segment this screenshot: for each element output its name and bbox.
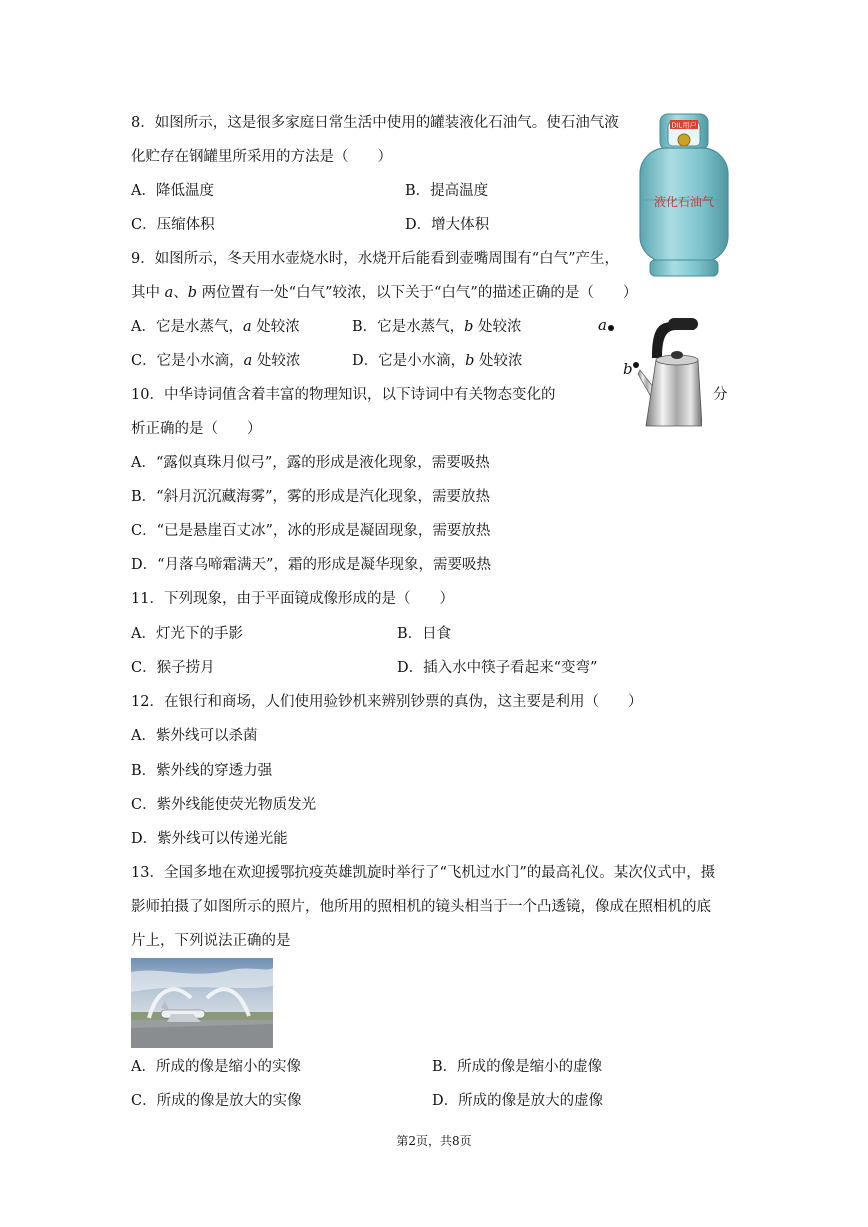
q13-stem-line2: 影师拍摄了如图所示的照片，他所用的照相机的镜头相当于一个凸透镜，像成在照相机的底 — [131, 899, 711, 915]
q13-option-b: B．所成的像是缩小的虚像 — [432, 1059, 603, 1075]
q9-line2-post: 两位置有一处“白气”较浓，以下关于“白气”的描述正确的是（ ） — [197, 285, 638, 301]
q9-line2-mid: 、 — [173, 285, 188, 301]
q10-option-d: D．“月落乌啼霜满天”，霜的形成是凝华现象，需要吸热 — [131, 557, 491, 573]
q10-option-b: B．“斜月沉沉藏海雾”，雾的形成是汽化现象，需要放热 — [131, 489, 490, 505]
q9-line2-pre: 其中 — [131, 285, 165, 301]
q9-option-d-var: b — [465, 353, 475, 369]
q9-option-d — [352, 351, 523, 371]
q10-option-c: C．“已是悬崖百丈冰”，冰的形成是凝固现象，需要放热 — [131, 523, 491, 539]
q8-stem-line2: 化贮存在钢罐里所采用的方法是（ ） — [131, 149, 392, 165]
q9-option-b-text: B．它是水蒸气， — [352, 319, 465, 335]
q10-stem-line1-tail: 分 — [713, 387, 728, 403]
q9-option-c-tail: 处较浓 — [252, 353, 301, 369]
q11-option-b: B．日食 — [397, 626, 452, 642]
q8-option-b: B．提高温度 — [405, 183, 489, 199]
q12-option-d: D．紫外线可以传递光能 — [131, 831, 288, 847]
q9-stem-line2 — [131, 283, 637, 303]
q10-stem-line1: 10．中华诗词值含着丰富的物理知识，以下诗词中有关物态变化的 — [131, 387, 556, 403]
gas-tank-figure — [636, 112, 732, 280]
q9-option-a — [131, 317, 300, 337]
q13-option-c: C．所成的像是放大的实像 — [131, 1093, 302, 1109]
point-a-dot — [608, 325, 614, 331]
q13-stem-line1: 13．全国多地在欢迎援鄂抗疫英雄凯旋时举行了“飞机过水门”的最高礼仪。某次仪式中，摄 — [131, 865, 716, 881]
q9-option-c-text: C．它是小水滴， — [131, 353, 244, 369]
q9-option-a-tail: 处较浓 — [251, 319, 300, 335]
q9-option-d-text: D．它是小水滴， — [352, 353, 466, 369]
q13-stem-line3: 片上，下列说法正确的是 — [131, 933, 291, 949]
q12-option-b: B．紫外线的穿透力强 — [131, 763, 273, 779]
kettle-figure — [594, 314, 702, 430]
q11-option-c: C．猴子捞月 — [131, 660, 215, 676]
tank-top-label: DIL用户 — [671, 122, 697, 130]
q9-var-b: b — [187, 285, 198, 301]
q12-option-c: C．紫外线能使荧光物质发光 — [131, 797, 317, 813]
q13-option-a: A．所成的像是缩小的实像 — [131, 1059, 301, 1075]
q9-option-b-var: b — [464, 319, 474, 335]
q9-option-a-text: A．它是水蒸气， — [131, 319, 243, 335]
q8-option-a: A．降低温度 — [131, 183, 214, 199]
q9-stem-line1: 9．如图所示，冬天用水壶烧水时，水烧开后能看到壶嘴周围有“白气”产生， — [131, 251, 620, 267]
q9-option-b — [352, 317, 522, 337]
q9-option-c-var: a — [243, 353, 253, 369]
kettle-label-b: b — [623, 360, 633, 378]
q9-option-a-var: a — [242, 319, 252, 335]
q12-stem: 12．在银行和商场，人们使用验钞机来辨别钞票的真伪，这主要是利用（ ） — [131, 694, 643, 710]
q12-option-a: A．紫外线可以杀菌 — [131, 728, 258, 744]
q9-var-a: a — [164, 285, 174, 301]
q9-option-b-tail: 处较浓 — [473, 319, 522, 335]
q11-stem: 11．下列现象，由于平面镜成像形成的是（ ） — [131, 591, 454, 607]
q13-option-d: D．所成的像是放大的虚像 — [432, 1093, 604, 1109]
tank-label: 液化石油气 — [653, 195, 715, 209]
q11-option-d: D．插入水中筷子看起来“变弯” — [397, 660, 598, 676]
q8-option-c: C．压缩体积 — [131, 217, 215, 233]
water-salute-photo — [131, 958, 273, 1048]
q8-option-d: D．增大体积 — [405, 217, 490, 233]
q9-option-d-tail: 处较浓 — [474, 353, 523, 369]
point-b-dot — [633, 362, 639, 368]
q8-stem-line1: 8．如图所示，这是很多家庭日常生活中使用的罐装液化石油气。使石油气液 — [131, 115, 619, 131]
kettle-label-a: a — [598, 316, 607, 334]
q9-option-c — [131, 351, 300, 371]
page-footer: 第2页，共8页 — [396, 1134, 472, 1148]
q10-option-a: A．“露似真珠月似弓”，露的形成是液化现象，需要吸热 — [131, 455, 490, 471]
q11-option-a: A．灯光下的手影 — [131, 626, 243, 642]
q10-stem-line2: 析正确的是（ ） — [131, 421, 262, 437]
